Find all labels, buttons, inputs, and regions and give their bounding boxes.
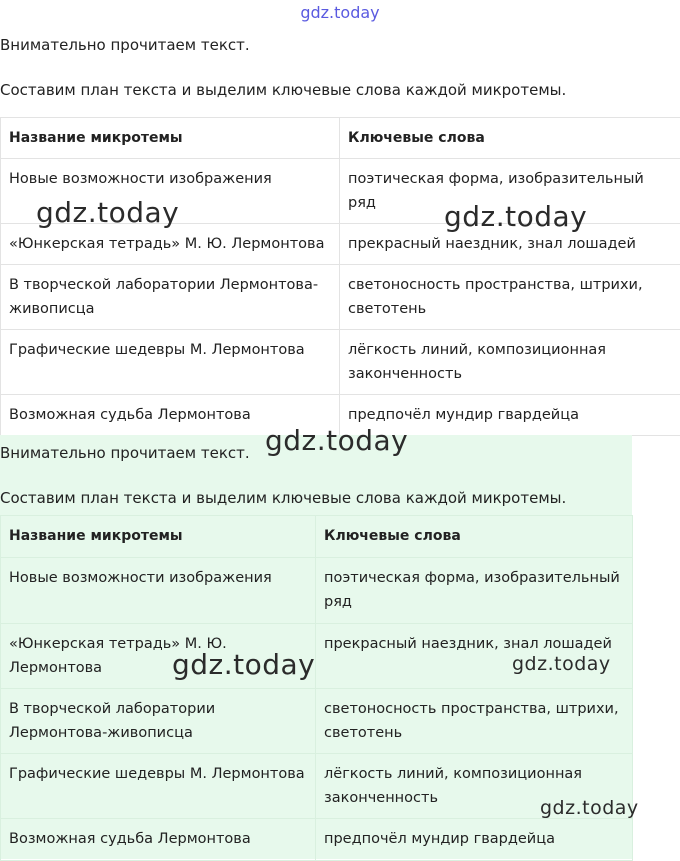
intro-text: Внимательно прочитаем текст. [0, 35, 250, 55]
column-header: Название микротемы [1, 118, 340, 159]
column-header: Ключевые слова [340, 118, 680, 159]
table-cell: Возможная судьба Лермонтова [1, 819, 316, 861]
task-text: Составим план текста и выделим ключевые слова каждой микротемы. [0, 488, 566, 508]
table-cell: Графические шедевры М. Лермонтова [1, 330, 340, 395]
table-cell: предпочёл мундир гвардейца [316, 819, 633, 861]
table-cell: «Юнкерская тетрадь» М. Ю. Лермонтова [1, 624, 316, 689]
column-header: Ключевые слова [316, 516, 633, 558]
table-row [1, 265, 680, 330]
table-cell: лёгкость линий, композиционная законченность [340, 330, 680, 395]
watermark: gdz.today [265, 424, 408, 457]
table-cell: предпочёл мундир гвардейца [340, 395, 680, 436]
column-header: Название микротемы [1, 516, 316, 558]
table-cell: Новые возможности изображения [1, 159, 340, 224]
table-row [1, 754, 633, 819]
watermark: gdz.today [540, 797, 639, 819]
table-cell: светоносность пространства, штрихи, светотень [340, 265, 680, 330]
table-cell: Новые возможности изображения [1, 558, 316, 624]
microtheme-table [0, 117, 680, 436]
table-row [1, 819, 633, 861]
intro-text: Внимательно прочитаем текст. [0, 443, 250, 463]
table-cell: поэтическая форма, изобразительный ряд [340, 159, 680, 224]
header-watermark: gdz.today [0, 3, 680, 22]
watermark: gdz.today [36, 196, 179, 229]
table-cell: светоносность пространства, штрихи, светотень [316, 689, 633, 754]
table-cell: прекрасный наездник, знал лошадей [340, 224, 680, 265]
table-row [1, 689, 633, 754]
table-cell: Возможная судьба Лермонтова [1, 395, 340, 436]
table-row [1, 330, 680, 395]
table-cell: поэтическая форма, изобразительный ряд [316, 558, 633, 624]
table-row [1, 558, 633, 624]
table-header-row [1, 516, 633, 558]
table-cell: лёгкость линий, композиционная законченность [316, 754, 633, 819]
task-text: Составим план текста и выделим ключевые слова каждой микротемы. [0, 80, 566, 100]
table-cell: прекрасный наездник, знал лошадей [316, 624, 633, 689]
watermark: gdz.today [444, 200, 587, 233]
table-cell: «Юнкерская тетрадь» М. Ю. Лермонтова [1, 224, 340, 265]
table-cell: В творческой лаборатории Лермонтова-живописца [1, 689, 316, 754]
table-header-row [1, 118, 680, 159]
watermark: gdz.today [172, 648, 315, 681]
watermark: gdz.today [512, 653, 611, 675]
microtheme-table [0, 515, 633, 861]
table-cell: Графические шедевры М. Лермонтова [1, 754, 316, 819]
table-cell: В творческой лаборатории Лермонтова-живописца [1, 265, 340, 330]
